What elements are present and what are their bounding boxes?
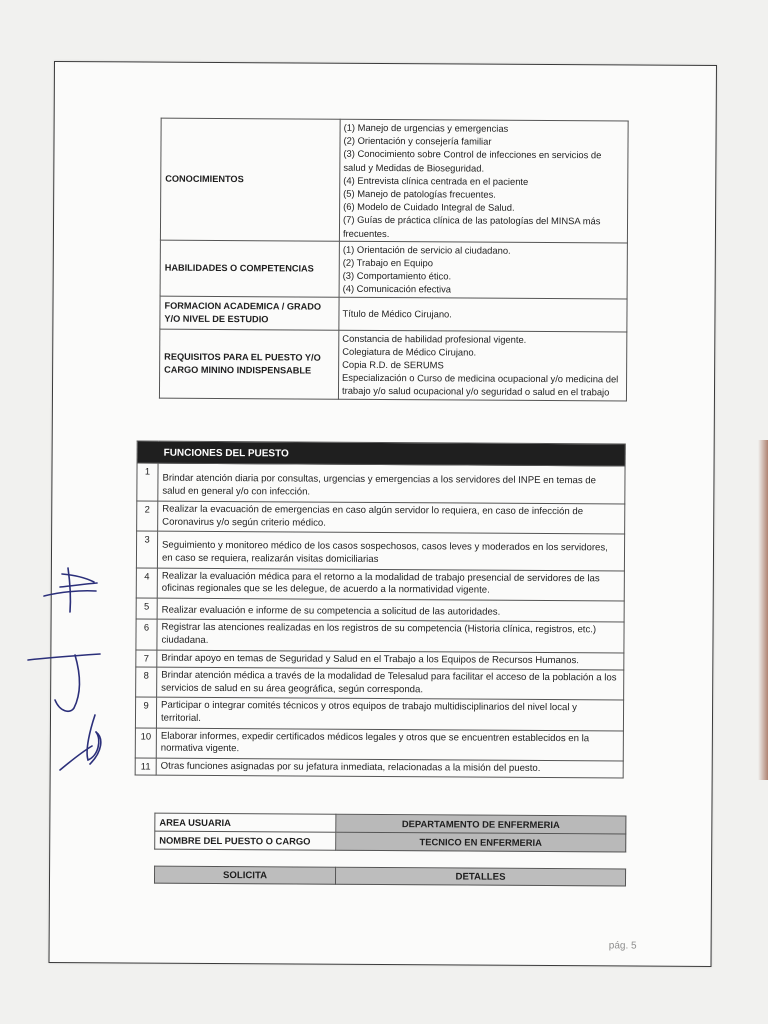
function-number: 5: [136, 598, 157, 620]
function-number: 9: [135, 697, 156, 727]
function-text: Registrar las atenciones realizadas en los registros de su competencia (Historia clínica, registros, etc.) ciudadana.: [157, 619, 624, 652]
function-row: [135, 697, 623, 730]
requirement-line: (6) Modelo de Cuidado Integral de Salud.: [343, 200, 515, 214]
function-number: 10: [135, 727, 156, 757]
function-row: [136, 531, 624, 570]
requirement-line: (1) Orientación de servicio al ciudadano.: [342, 243, 511, 256]
requirement-line: (5) Manejo de patologías frecuentes.: [343, 187, 496, 200]
solicita-header: SOLICITA: [154, 866, 335, 884]
requirements-table: [159, 118, 629, 402]
requirement-line: Constancia de habilidad profesional vigente.: [342, 332, 527, 345]
functions-header-row: [137, 441, 625, 466]
requirements-row-requisitos: [159, 329, 626, 401]
requirement-line: (1) Manejo de urgencias y emergencias: [343, 121, 509, 134]
requirements-value: [339, 297, 627, 332]
function-row: [136, 619, 624, 652]
requirement-line: Especialización o Curso de medicina ocupacional y/o medicina del trabajo y/o salud ocupacional y/o seguridad o salud en el trabajo: [341, 371, 619, 398]
requirement-line: Copia R.D. de SERUMS: [342, 358, 444, 371]
function-number: 4: [136, 568, 157, 598]
function-number: 8: [136, 667, 157, 697]
puesto-row: [155, 831, 626, 852]
requirement-line: (4) Entrevista clínica centrada en el paciente: [343, 174, 529, 187]
requirements-value: [339, 119, 628, 243]
function-number: 3: [136, 531, 157, 567]
function-number: 7: [136, 650, 157, 668]
solicita-table: [154, 866, 626, 887]
function-row: [136, 598, 624, 623]
requirements-value: [339, 241, 627, 299]
area-table: [154, 813, 626, 853]
function-text: Realizar la evacuación de emergencias en caso algún servidor lo requiera, en caso de infección de Coronavirus y/o según criterio médico.: [158, 501, 625, 534]
solicita-header-row: [154, 866, 625, 886]
puesto-label: NOMBRE DEL PUESTO O CARGO: [155, 831, 336, 850]
function-number: 1: [137, 463, 158, 501]
requirement-line: Colegiatura de Médico Cirujano.: [342, 345, 477, 358]
page-number: pág. 5: [608, 940, 637, 952]
function-text: Elaborar informes, expedir certificados médicos legales y otros que se encuentren establecidos en la normativa vigente.: [156, 728, 623, 761]
function-text: Realizar evaluación e informe de su competencia a solicitud de las autoridades.: [157, 598, 624, 622]
requirements-row-formacion: [160, 296, 627, 332]
page-edge-shadow: [758, 440, 768, 780]
function-text: Brindar atención médica a través de la modalidad de Telesalud para facilitar el acceso de la población a los servicios de salud en su área geográfica, según corresponda.: [157, 667, 624, 700]
requirement-line: (3) Conocimiento sobre Control de infecciones en servicios de salud y Medidas de Bioseguridad.: [343, 148, 602, 174]
puesto-value: TECNICO EN ENFERMERIA: [336, 832, 626, 852]
requirement-line: (4) Comunicación efectiva: [342, 283, 452, 295]
requirements-label: CONOCIMIENTOS: [160, 118, 340, 241]
function-text: Brindar apoyo en temas de Seguridad y Salud en el Trabajo a los Equipos de Recursos Humanos.: [157, 650, 624, 670]
requirement-line: (7) Guías de práctica clínica de las patologías del MINSA más frecuentes.: [342, 214, 601, 239]
function-text: Realizar la evaluación médica para el retorno a la modalidad de trabajo presencial de servidores de las oficinas regionales que se les delegue, de acuerdo a la normatividad vigente.: [157, 568, 624, 601]
requirements-label: HABILIDADES O COMPETENCIAS: [160, 240, 339, 297]
detalles-header: DETALLES: [335, 867, 625, 886]
requirements-row-habilidades: [160, 240, 627, 299]
requirements-label: REQUISITOS PARA EL PUESTO Y/O CARGO MININO INDISPENSABLE: [159, 329, 338, 399]
area-label: AREA USUARIA: [155, 813, 336, 832]
requirement-line: (2) Orientación y consejería familiar: [343, 134, 492, 147]
area-value: DEPARTAMENTO DE ENFERMERIA: [336, 814, 626, 834]
function-row: [135, 758, 623, 779]
function-row: [137, 463, 625, 504]
function-number: 2: [137, 501, 158, 531]
requirement-line: Título de Médico Cirujano.: [342, 307, 452, 320]
function-row: [136, 568, 624, 601]
requirements-value: [338, 330, 626, 401]
function-row: [135, 727, 623, 760]
requirements-row-conocimientos: [160, 118, 628, 243]
function-text: Brindar atención diaria por consultas, urgencias y emergencias a los servidores del INPE en temas de salud en general y/o con infección.: [158, 463, 625, 504]
function-text: Participar o integrar comités técnicos y otros equipos de trabajo multidisciplinarios del nivel local y territorial.: [156, 697, 623, 730]
function-number: 6: [136, 619, 157, 649]
functions-title: FUNCIONES DEL PUESTO: [137, 441, 625, 466]
function-row: [137, 501, 625, 534]
functions-table: [135, 440, 626, 778]
function-text: Seguimiento y monitoreo médico de los casos sospechosos, casos leves y moderados en los servidores, en caso se requiera, realizarán visitas domiciliarias: [157, 531, 624, 570]
requirement-line: (2) Trabajo en Equipo: [342, 256, 433, 269]
requirements-label: FORMACION ACADEMICA / GRADO Y/O NIVEL DE ESTUDIO: [160, 296, 339, 330]
function-number: 11: [135, 758, 156, 776]
function-text: Otras funciones asignadas por su jefatura inmediata, relacionadas a la misión del puesto.: [156, 758, 623, 778]
requirement-line: (3) Comportamiento ético.: [342, 269, 452, 282]
document-page: [48, 61, 716, 967]
function-row: [136, 667, 624, 700]
